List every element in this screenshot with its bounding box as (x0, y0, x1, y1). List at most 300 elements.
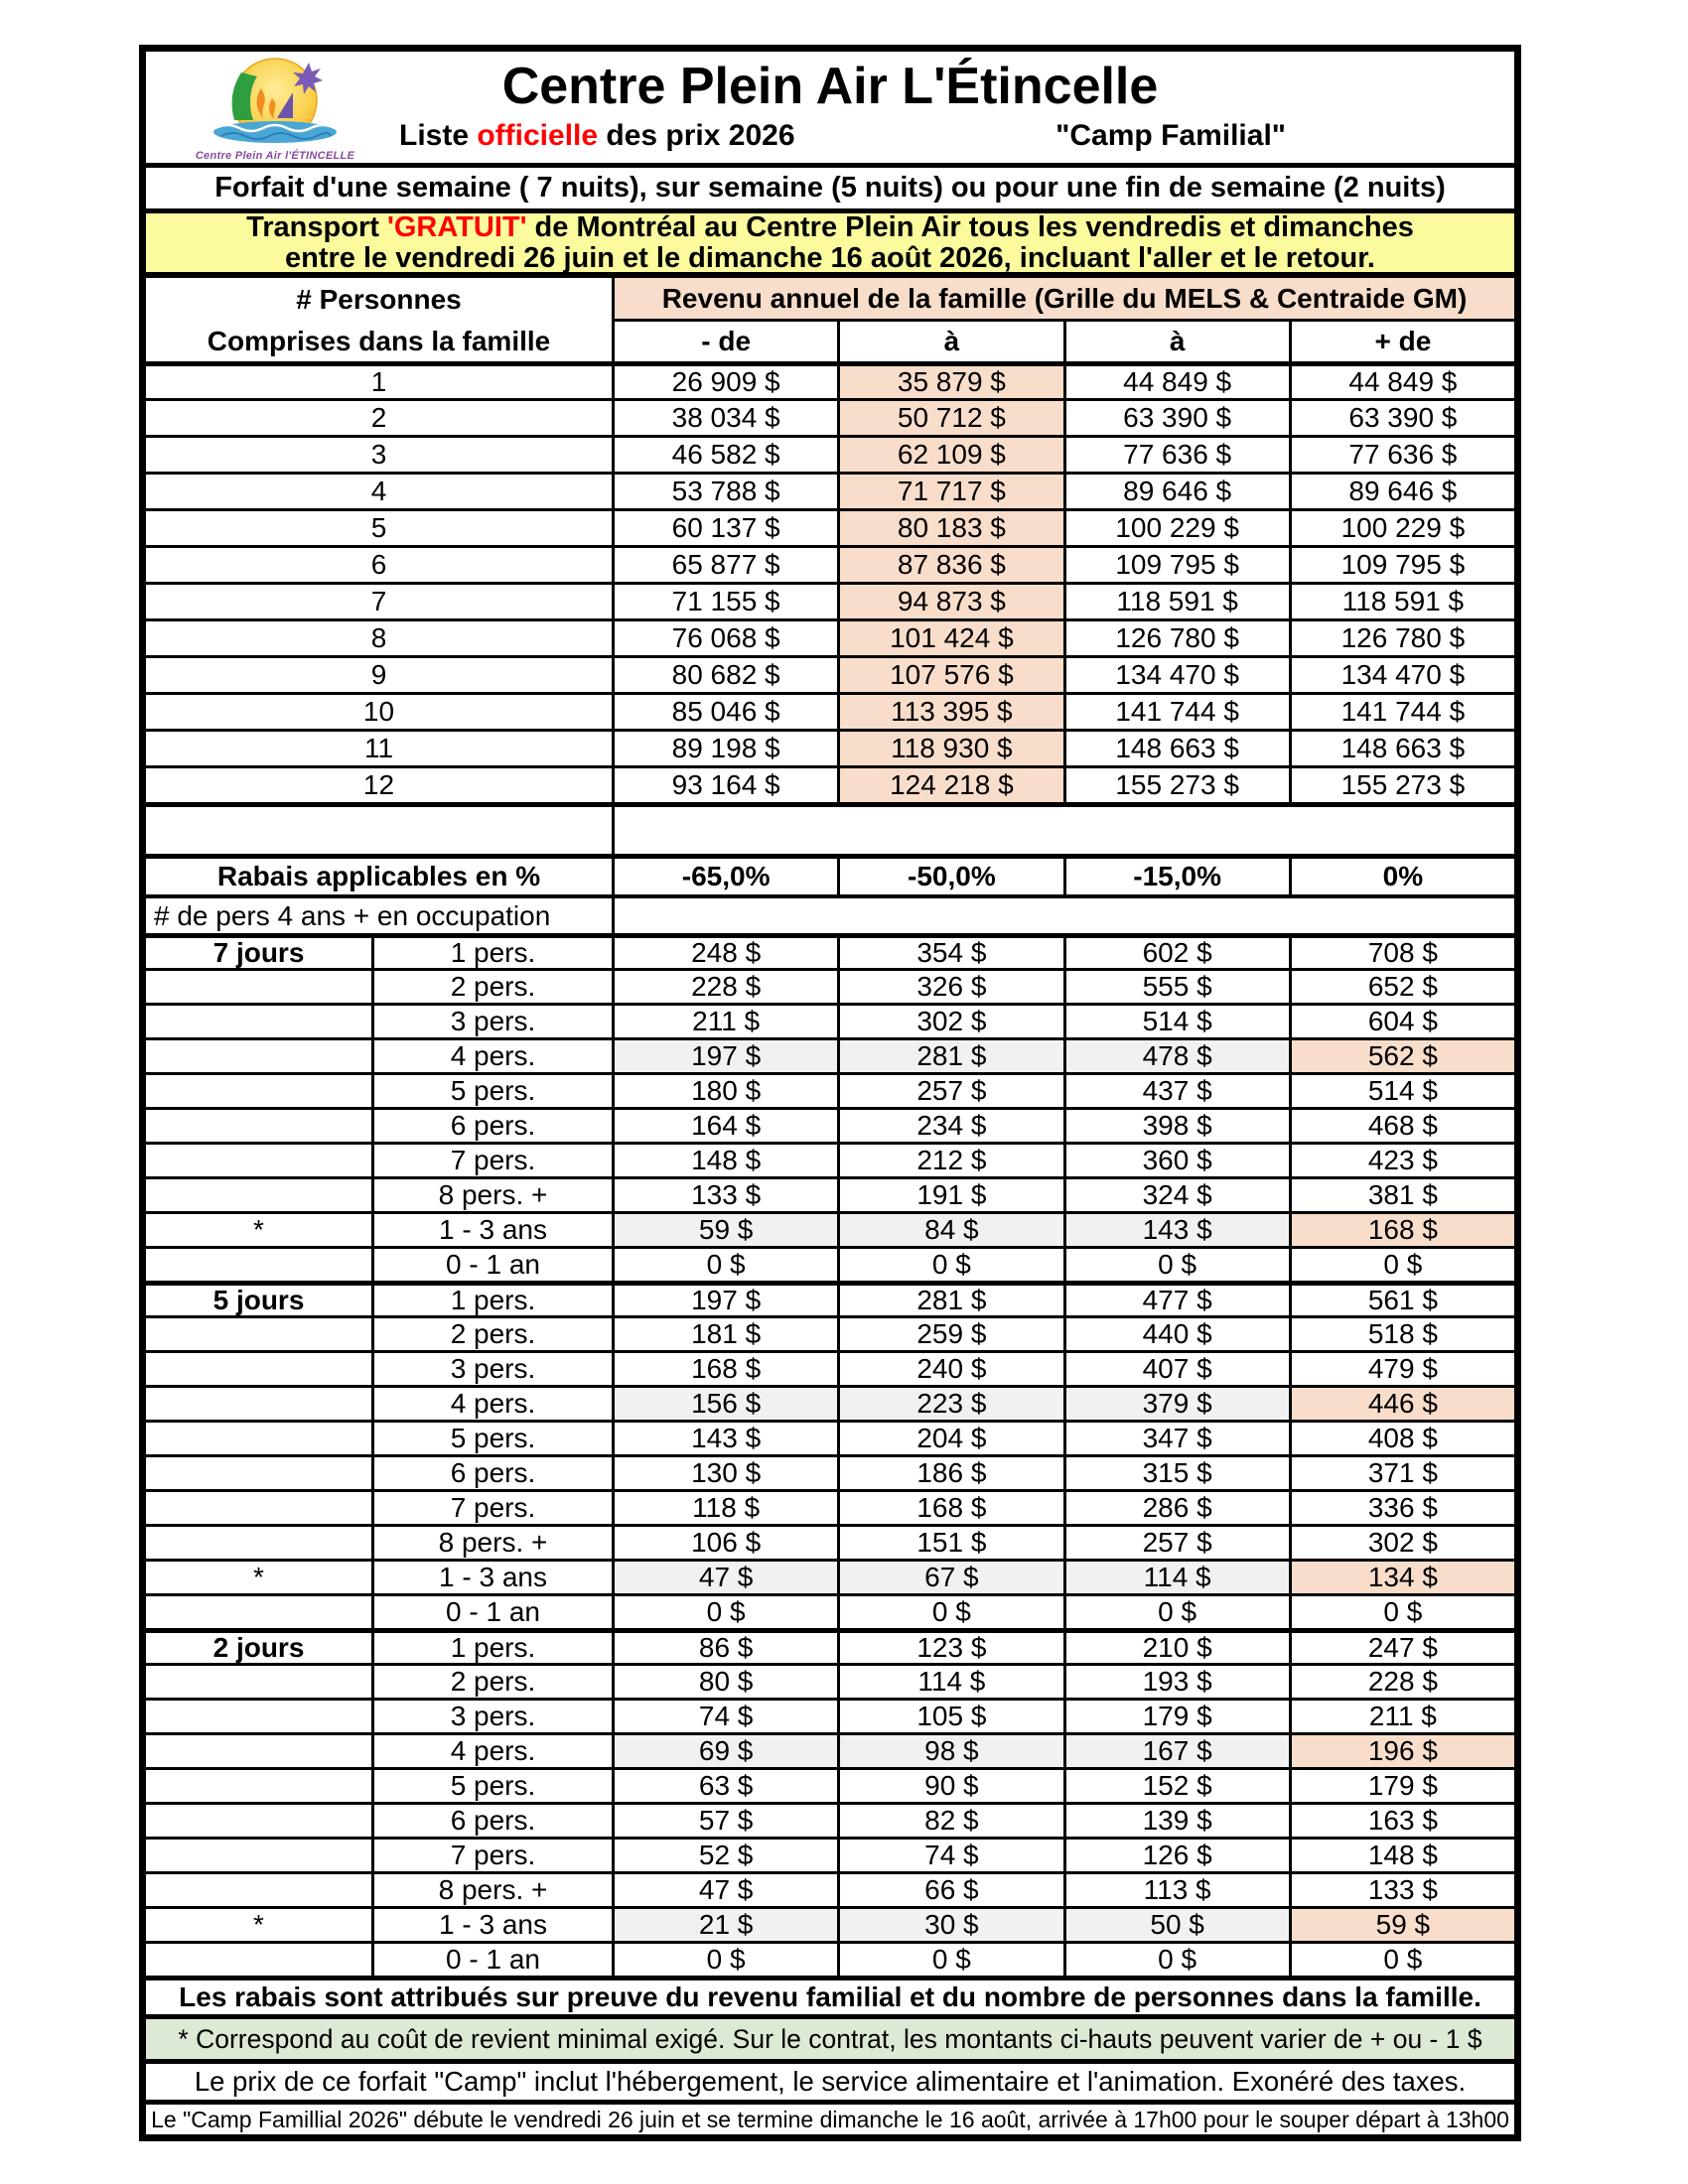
revenue-value: 89 646 $ (1066, 475, 1292, 508)
price-value: 0 $ (615, 1249, 840, 1281)
persons-label: 7 pers. (374, 1840, 615, 1871)
price-value: 518 $ (1367, 1318, 1438, 1349)
price-value: 0 $ (615, 1596, 840, 1628)
revenue-value: 50 712 $ (840, 401, 1065, 435)
discount-row (146, 854, 1514, 894)
price-value: 186 $ (840, 1457, 1065, 1489)
period-spacer-cell (146, 1596, 374, 1628)
price-value: 514 $ (1367, 1075, 1438, 1106)
period-spacer-cell (146, 1145, 374, 1176)
price-value: 133 $ (1367, 1874, 1438, 1905)
period-spacer-cell (146, 1110, 374, 1142)
price-value: 143 $ (615, 1423, 840, 1454)
revenue-value: 71 155 $ (615, 585, 840, 618)
price-row (146, 1871, 1514, 1906)
price-row (146, 1941, 1514, 1976)
rates-table (146, 361, 1514, 1976)
price-value: 468 $ (1367, 1110, 1438, 1141)
footer-minimal-cost-note: * Correspond au coût de revient minimal exigé. Sur le contrat, les montants ci-hauts peuvent varier de + ou - 1 $ (146, 2014, 1514, 2059)
price-value: 123 $ (840, 1633, 1065, 1663)
revenue-value: 71 717 $ (840, 475, 1065, 508)
price-value: 437 $ (1066, 1075, 1292, 1107)
price-value: 106 $ (615, 1527, 840, 1559)
revenue-value: 76 068 $ (615, 621, 840, 655)
price-row (146, 1524, 1514, 1559)
forfait-banner: Forfait d'une semaine ( 7 nuits), sur semaine (5 nuits) ou pour une fin de semaine (2 nuits) (146, 163, 1514, 208)
price-value: 477 $ (1066, 1286, 1292, 1315)
revenue-value: 89 646 $ (1348, 476, 1458, 506)
price-value: 50 $ (1066, 1909, 1292, 1941)
price-value: 168 $ (1292, 1214, 1514, 1246)
price-value: 191 $ (840, 1179, 1065, 1211)
price-row (146, 1559, 1514, 1593)
persons-label: 0 - 1 an (374, 1249, 615, 1281)
revenue-header-right (615, 278, 1514, 361)
price-value: 354 $ (840, 938, 1065, 968)
revenue-row (146, 361, 1514, 398)
price-value: 59 $ (615, 1214, 840, 1246)
revenue-value: 155 273 $ (1340, 769, 1466, 800)
revenue-value: 100 229 $ (1066, 511, 1292, 545)
price-row (146, 1315, 1514, 1350)
revenue-value: 44 849 $ (1348, 366, 1458, 397)
persons-label: 7 pers. (374, 1145, 615, 1176)
price-value: 561 $ (1367, 1286, 1438, 1315)
price-value: 0 $ (1066, 1944, 1292, 1976)
family-size: 10 (146, 695, 615, 729)
period-label: 5 jours (146, 1286, 374, 1315)
price-value: 47 $ (615, 1874, 840, 1906)
price-value: 197 $ (615, 1040, 840, 1072)
price-value: 90 $ (840, 1770, 1065, 1802)
revenue-value: 101 424 $ (840, 621, 1065, 655)
transport-line1 (146, 212, 1514, 242)
persons-label: 3 pers. (374, 1353, 615, 1385)
price-value: 139 $ (1066, 1805, 1292, 1837)
revenue-row (146, 398, 1514, 435)
family-size: 9 (146, 658, 615, 692)
revenue-value: 109 795 $ (1340, 549, 1466, 580)
period-spacer-cell (146, 1527, 374, 1559)
persons-label: 7 pers. (374, 1492, 615, 1524)
persons-label: 6 pers. (374, 1457, 615, 1489)
price-value: 151 $ (840, 1527, 1065, 1559)
persons-label: 8 pers. + (374, 1527, 615, 1559)
price-row (146, 1837, 1514, 1871)
footnote-star: * (146, 1214, 374, 1246)
persons-label: 6 pers. (374, 1805, 615, 1837)
revenue-value: 109 795 $ (1066, 548, 1292, 582)
price-row (146, 1281, 1514, 1315)
footer-included-services-note: Le prix de ce forfait "Camp" inclut l'hébergement, le service alimentaire et l'animation. Exonéré des taxes. (146, 2059, 1514, 2100)
persons-label: 3 pers. (374, 1006, 615, 1037)
revenue-value: 63 390 $ (1066, 401, 1292, 435)
price-row (146, 1663, 1514, 1698)
footnote-star: * (146, 1909, 374, 1941)
price-value: 30 $ (840, 1909, 1065, 1941)
price-value: 167 $ (1066, 1735, 1292, 1767)
spacer-left-cell (146, 807, 615, 854)
revenue-value: 148 663 $ (1340, 733, 1466, 763)
price-value: 168 $ (840, 1492, 1065, 1524)
footer-dates-note: Le "Camp Famillial 2026" débute le vendredi 26 juin et se termine dimanche le 16 août, arrivée à 17h00 pour le souper départ à 13h00 (146, 2100, 1514, 2134)
price-value: 408 $ (1367, 1423, 1438, 1453)
occupation-row (146, 894, 1514, 933)
price-row (146, 1420, 1514, 1454)
footnote-star: * (146, 1562, 374, 1593)
price-row (146, 1107, 1514, 1142)
family-size: 5 (146, 511, 615, 545)
price-value: 80 $ (615, 1666, 840, 1698)
price-value: 0 $ (615, 1944, 840, 1976)
period-spacer-cell (146, 1006, 374, 1037)
price-list-label (399, 119, 795, 153)
price-value: 555 $ (1066, 971, 1292, 1003)
price-value: 180 $ (615, 1075, 840, 1107)
revenue-value: 62 109 $ (840, 438, 1065, 472)
price-value: 179 $ (1367, 1770, 1438, 1801)
revenue-value: 65 877 $ (615, 548, 840, 582)
price-value: 514 $ (1066, 1006, 1292, 1037)
price-value: 257 $ (840, 1075, 1065, 1107)
price-value: 84 $ (840, 1214, 1065, 1246)
family-size: 6 (146, 548, 615, 582)
price-value: 143 $ (1066, 1214, 1292, 1246)
revenue-value: 118 591 $ (1066, 585, 1292, 618)
price-value: 105 $ (840, 1701, 1065, 1732)
period-spacer-cell (146, 1457, 374, 1489)
family-size: 3 (146, 438, 615, 472)
price-value: 302 $ (1367, 1527, 1438, 1558)
price-value: 0 $ (840, 1596, 1065, 1628)
period-spacer-cell (146, 1770, 374, 1802)
revenue-row (146, 729, 1514, 765)
price-value: 0 $ (1066, 1249, 1292, 1281)
price-value: 210 $ (1066, 1633, 1292, 1663)
price-value: 82 $ (840, 1805, 1065, 1837)
period-spacer-cell (146, 1353, 374, 1385)
revenue-value: 77 636 $ (1348, 439, 1458, 470)
page-title: Centre Plein Air L'Étincelle (501, 58, 1159, 115)
persons-header-line1: # Personnes (296, 284, 462, 315)
price-row (146, 1906, 1514, 1941)
revenue-value: 77 636 $ (1066, 438, 1292, 472)
family-size: 12 (146, 768, 615, 802)
price-value: 152 $ (1066, 1770, 1292, 1802)
price-value: 114 $ (1066, 1562, 1292, 1593)
price-value: 197 $ (615, 1286, 840, 1315)
price-value: 74 $ (840, 1840, 1065, 1871)
revenue-value: 94 873 $ (840, 585, 1065, 618)
revenue-value: 35 879 $ (840, 366, 1065, 398)
revenue-row (146, 508, 1514, 545)
revenue-value: 118 930 $ (840, 732, 1065, 765)
revenue-value: 80 183 $ (840, 511, 1065, 545)
period-spacer-cell (146, 1735, 374, 1767)
revenue-value: 85 046 $ (615, 695, 840, 729)
price-value: 228 $ (1367, 1666, 1438, 1697)
persons-label: 2 pers. (374, 1318, 615, 1350)
price-row (146, 1698, 1514, 1732)
price-value: 360 $ (1066, 1145, 1292, 1176)
persons-label: 0 - 1 an (374, 1596, 615, 1628)
gratuit-highlight: 'GRATUIT' (386, 211, 527, 244)
price-value: 315 $ (1066, 1457, 1292, 1489)
price-value: 440 $ (1066, 1318, 1292, 1350)
revenue-value: 46 582 $ (615, 438, 840, 472)
price-value: 211 $ (1368, 1701, 1437, 1731)
price-value: 223 $ (840, 1388, 1065, 1420)
revenue-value: 141 744 $ (1340, 696, 1466, 727)
price-value: 302 $ (840, 1006, 1065, 1037)
price-value: 66 $ (840, 1874, 1065, 1906)
price-value: 247 $ (1367, 1633, 1438, 1663)
price-value: 347 $ (1066, 1423, 1292, 1454)
price-row (146, 1489, 1514, 1524)
price-row (146, 1454, 1514, 1489)
sun-sail-waves-icon (176, 57, 374, 164)
persons-label: 1 - 3 ans (374, 1214, 615, 1246)
price-row (146, 1037, 1514, 1072)
revenue-col-header: - de (615, 322, 840, 361)
price-value: 371 $ (1367, 1457, 1438, 1488)
price-value: 179 $ (1066, 1701, 1292, 1732)
price-value: 228 $ (615, 971, 840, 1003)
spacer-row (146, 802, 1514, 854)
period-spacer-cell (146, 1075, 374, 1107)
price-row (146, 1350, 1514, 1385)
persons-label: 2 pers. (374, 971, 615, 1003)
persons-label: 5 pers. (374, 1423, 615, 1454)
price-value: 156 $ (615, 1388, 840, 1420)
occupation-label: # de pers 4 ans + en occupation (146, 898, 615, 933)
price-value: 163 $ (1367, 1805, 1438, 1836)
period-spacer-cell (146, 971, 374, 1003)
period-spacer-cell (146, 1423, 374, 1454)
price-value: 281 $ (840, 1040, 1065, 1072)
price-sheet (139, 45, 1521, 2141)
price-value: 652 $ (1367, 971, 1438, 1002)
revenue-value: 126 780 $ (1340, 622, 1466, 653)
price-value: 326 $ (840, 971, 1065, 1003)
persons-label: 8 pers. + (374, 1874, 615, 1906)
price-value: 118 $ (615, 1492, 840, 1524)
revenue-value: 155 273 $ (1066, 768, 1292, 802)
price-value: 478 $ (1066, 1040, 1292, 1072)
price-value: 168 $ (615, 1353, 840, 1385)
revenue-row (146, 655, 1514, 692)
revenue-col-headers (615, 322, 1514, 361)
price-row (146, 1176, 1514, 1211)
price-value: 398 $ (1066, 1110, 1292, 1142)
price-value: 407 $ (1066, 1353, 1292, 1385)
period-spacer-cell (146, 1388, 374, 1420)
revenue-value: 38 034 $ (615, 401, 840, 435)
price-value: 0 $ (1066, 1596, 1292, 1628)
price-value: 134 $ (1292, 1562, 1514, 1593)
price-row (146, 968, 1514, 1003)
price-value: 0 $ (1383, 1596, 1423, 1627)
price-value: 212 $ (840, 1145, 1065, 1176)
price-value: 234 $ (840, 1110, 1065, 1142)
revenue-value: 113 395 $ (840, 695, 1065, 729)
price-value: 164 $ (615, 1110, 840, 1142)
period-label: 7 jours (146, 938, 374, 968)
price-value: 113 $ (1066, 1874, 1292, 1906)
period-spacer-cell (146, 1040, 374, 1072)
period-spacer-cell (146, 1249, 374, 1281)
revenue-value: 118 591 $ (1341, 586, 1465, 616)
price-value: 52 $ (615, 1840, 840, 1871)
discount-value: -15,0% (1066, 859, 1292, 894)
price-value: 196 $ (1292, 1735, 1514, 1767)
persons-label: 1 pers. (374, 1286, 615, 1315)
price-value: 336 $ (1367, 1492, 1438, 1523)
family-size: 4 (146, 475, 615, 508)
price-value: 0 $ (1383, 1249, 1423, 1280)
price-value: 74 $ (615, 1701, 840, 1732)
period-spacer-cell (146, 1318, 374, 1350)
revenue-value: 100 229 $ (1340, 512, 1466, 543)
price-value: 211 $ (615, 1006, 840, 1037)
family-size: 2 (146, 401, 615, 435)
transport-suffix: de Montréal au Centre Plein Air tous les vendredis et dimanches (526, 211, 1414, 244)
price-value: 446 $ (1292, 1388, 1514, 1420)
persons-label: 1 - 3 ans (374, 1562, 615, 1593)
price-value: 604 $ (1367, 1006, 1438, 1036)
persons-label: 6 pers. (374, 1110, 615, 1142)
price-value: 286 $ (1066, 1492, 1292, 1524)
revenue-value: 148 663 $ (1066, 732, 1292, 765)
price-value: 0 $ (840, 1249, 1065, 1281)
price-row (146, 1767, 1514, 1802)
logo-caption: Centre Plein Air l'ÉTINCELLE (195, 150, 355, 162)
price-value: 379 $ (1066, 1388, 1292, 1420)
price-value: 602 $ (1066, 938, 1292, 968)
persons-label: 1 pers. (374, 1633, 615, 1663)
price-row (146, 1732, 1514, 1767)
revenue-value: 89 198 $ (615, 732, 840, 765)
price-value: 57 $ (615, 1805, 840, 1837)
persons-label: 5 pers. (374, 1075, 615, 1107)
price-row (146, 1211, 1514, 1246)
price-value: 133 $ (615, 1179, 840, 1211)
price-row (146, 1003, 1514, 1037)
period-spacer-cell (146, 1874, 374, 1906)
price-row (146, 1802, 1514, 1837)
revenue-row (146, 765, 1514, 802)
persons-label: 4 pers. (374, 1735, 615, 1767)
discount-value: -50,0% (840, 859, 1065, 894)
camp-familial-label: "Camp Familial" (1055, 119, 1286, 152)
revenue-col-header: + de (1374, 326, 1432, 356)
period-spacer-cell (146, 1666, 374, 1698)
revenue-value: 26 909 $ (615, 366, 840, 398)
family-size: 1 (146, 366, 615, 398)
price-value: 148 $ (615, 1145, 840, 1176)
discount-value: -65,0% (615, 859, 840, 894)
revenue-value: 44 849 $ (1066, 366, 1292, 398)
price-value: 126 $ (1066, 1840, 1292, 1871)
revenue-value: 93 164 $ (615, 768, 840, 802)
price-value: 204 $ (840, 1423, 1065, 1454)
price-value: 114 $ (840, 1666, 1065, 1698)
revenue-row (146, 582, 1514, 618)
price-value: 21 $ (615, 1909, 840, 1941)
family-size: 11 (146, 732, 615, 765)
revenue-value: 53 788 $ (615, 475, 840, 508)
price-value: 63 $ (615, 1770, 840, 1802)
revenue-value: 134 470 $ (1066, 658, 1292, 692)
price-row (146, 1593, 1514, 1628)
persons-label: 4 pers. (374, 1040, 615, 1072)
footer-discount-proof-note: Les rabais sont attribués sur preuve du revenu familial et du nombre de personnes dans la famille. (146, 1976, 1514, 2014)
price-row (146, 1142, 1514, 1176)
revenue-value: 141 744 $ (1066, 695, 1292, 729)
price-value: 240 $ (840, 1353, 1065, 1385)
persons-header-line2: Comprises dans la famille (207, 326, 551, 356)
revenue-value: 87 836 $ (840, 548, 1065, 582)
persons-label: 3 pers. (374, 1701, 615, 1732)
revenue-row (146, 472, 1514, 508)
price-list-prefix: Liste (399, 119, 478, 152)
transport-banner (146, 208, 1514, 272)
period-spacer-cell (146, 1805, 374, 1837)
period-spacer-cell (146, 1944, 374, 1976)
price-value: 281 $ (840, 1286, 1065, 1315)
transport-line2: entre le vendredi 26 juin et le dimanche 16 août 2026, incluant l'aller et le retour. (284, 241, 1375, 274)
occupation-right-cell (615, 898, 1514, 933)
price-value: 381 $ (1367, 1179, 1438, 1210)
revenue-value: 124 218 $ (840, 768, 1065, 802)
price-value: 98 $ (840, 1735, 1065, 1767)
price-row (146, 933, 1514, 968)
revenue-header (146, 272, 1514, 361)
revenue-value: 107 576 $ (840, 658, 1065, 692)
price-value: 708 $ (1367, 938, 1438, 968)
transport-prefix: Transport (246, 211, 387, 244)
revenue-row (146, 435, 1514, 472)
revenue-value: 63 390 $ (1348, 402, 1458, 433)
price-value: 193 $ (1066, 1666, 1292, 1698)
period-spacer-cell (146, 1492, 374, 1524)
period-spacer-cell (146, 1701, 374, 1732)
price-value: 259 $ (840, 1318, 1065, 1350)
revenue-col-header: à (1066, 322, 1292, 361)
spacer-right-cell (615, 807, 1514, 854)
revenue-value: 60 137 $ (615, 511, 840, 545)
revenue-main-header: Revenu annuel de la famille (Grille du MELS & Centraide GM) (615, 278, 1514, 322)
family-size: 8 (146, 621, 615, 655)
price-value: 257 $ (1066, 1527, 1292, 1559)
price-value: 47 $ (615, 1562, 840, 1593)
revenue-col-header: à (840, 322, 1065, 361)
period-spacer-cell (146, 1840, 374, 1871)
price-value: 86 $ (615, 1633, 840, 1663)
revenue-row (146, 692, 1514, 729)
price-row (146, 1628, 1514, 1663)
discount-value: 0% (1382, 861, 1424, 891)
persons-label: 1 pers. (374, 938, 615, 968)
family-size: 7 (146, 585, 615, 618)
price-value: 0 $ (840, 1944, 1065, 1976)
price-row (146, 1385, 1514, 1420)
camp-logo (176, 57, 374, 162)
price-value: 148 $ (1367, 1840, 1438, 1870)
price-value: 0 $ (1383, 1944, 1423, 1975)
discount-label: Rabais applicables en % (146, 859, 615, 894)
price-value: 562 $ (1292, 1040, 1514, 1072)
